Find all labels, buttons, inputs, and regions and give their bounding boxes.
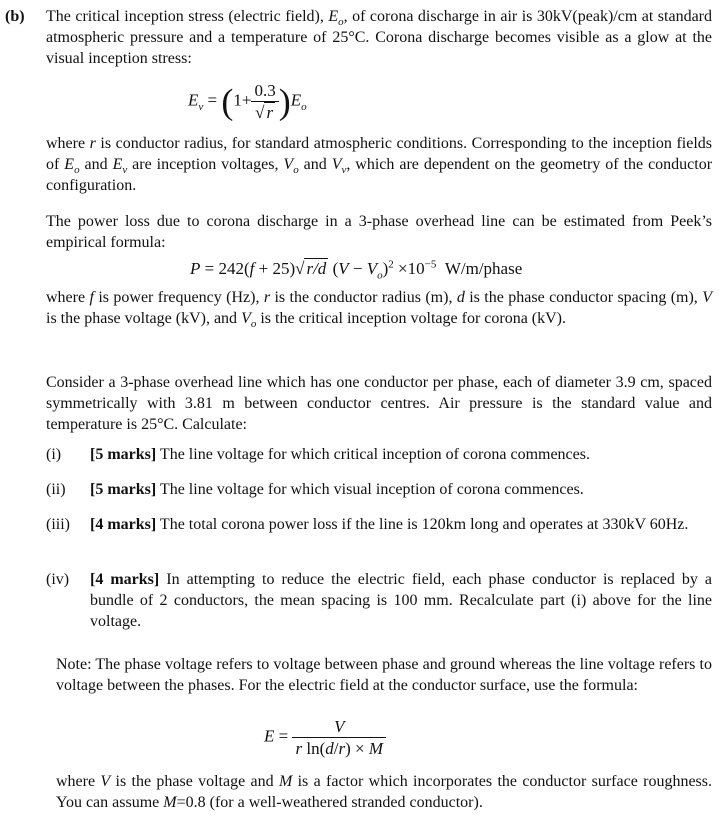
part-label: (b) bbox=[5, 8, 25, 25]
roughness-factor-paragraph: where V is the phase voltage and M is a factor which incorporates the conductor surface roughness. You can assume M=0.8 (for a well-weathered stranded conductor). bbox=[56, 773, 712, 811]
question-item: [4 marks] The total corona power loss if the line is 120km long and operates at 330kV 60Hz. bbox=[90, 516, 689, 533]
question-item: [4 marks] In attempting to reduce the electric field, each phase conductor is replaced by a bundle of 2 conductors, the mean spacing is 100 mm. Recalculate part (i) above for the line voltage. bbox=[90, 571, 712, 630]
item-number: (i) bbox=[46, 446, 62, 463]
variable-definitions-paragraph: where f is power frequency (Hz), r is the conductor radius (m), d is the phase conductor spacing (m), V is the phase voltage (kV), and $V_o$ is the critical inception voltage for corona (kV). bbox=[46, 289, 712, 331]
note-paragraph: Note: The phase voltage refers to voltage between phase and ground whereas the line voltage refers to voltage between the phases. For the electric field at the conductor surface, use the formula: bbox=[56, 656, 712, 694]
question-item: [5 marks] The line voltage for which critical inception of corona commences. bbox=[90, 446, 590, 463]
item-number: (iv) bbox=[46, 571, 70, 588]
inception-voltage-paragraph: where r is conductor radius, for standard atmospheric conditions. Corresponding to the inception fields of $E_o$ and $E_v$ are inception voltages, $V_o$ and $V_v$, which are dependent on the geometry of the conductor configuration. bbox=[46, 135, 713, 194]
electric-field-equation: E = $\frac{V}{\text{r ln(d/r) × M}}$ bbox=[264, 716, 386, 759]
peek-formula-equation: P = 242(f + 25)√ r/d $(V - V_o)^2 \times 10^{-5}$ W/m/phase bbox=[190, 258, 523, 282]
problem-statement-paragraph: Consider a 3-phase overhead line which has one conductor per phase, each of diameter 3.9 cm, spaced symmetrically with 3.81 m between conductor centres. Air pressure is the standard value and temperature is 25°C. Calculate: bbox=[46, 374, 712, 433]
visual-inception-equation: $E_v = (1+$ $\frac{0.3}{√ r}$ )$E_o$ bbox=[188, 81, 307, 122]
intro-paragraph: The critical inception stress (electric field), $E_o$, of corona discharge in air is 30kV(peak)/cm at standard atmospheric pressure and a temperature of 25°C. Corona discharge becomes visible as a glow at the visual inception stress: bbox=[46, 8, 712, 67]
power-loss-paragraph: The power loss due to corona discharge in a 3-phase overhead line can be estimated from Peek’s empirical formula: bbox=[46, 213, 712, 251]
item-number: (ii) bbox=[46, 481, 66, 498]
item-number: (iii) bbox=[46, 516, 70, 533]
question-item: [5 marks] The line voltage for which visual inception of corona commences. bbox=[90, 481, 584, 498]
